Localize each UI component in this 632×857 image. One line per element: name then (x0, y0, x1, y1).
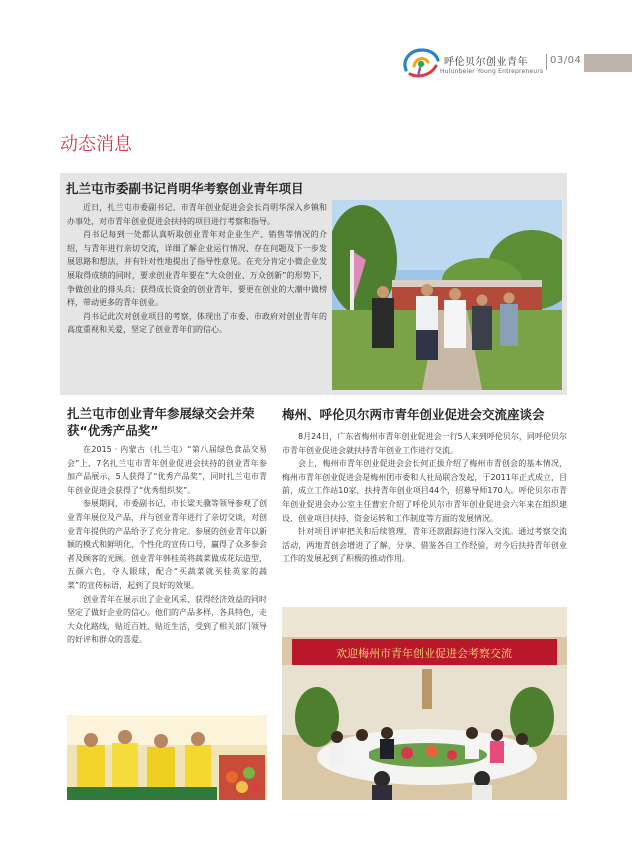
article3-paragraph: 会上，梅州市青年创业促进会会长何正拔介绍了梅州市青创会的基本情况，梅州市青年创业促进会是梅州团市委和人社局联合发起，于2011年正式成立，目前，成立工作站10家，扶持青年创业项目44个，招募导师170人。呼伦贝尔市青年创业促进会办公室主任曹宏介绍了呼伦贝尔市青年创业促进会六年来在组织建设、创业项目扶持、资金运转和工作制度等方面的发展情况。 (282, 459, 567, 523)
article2-body (67, 443, 267, 647)
brand-name-cn: 呼伦贝尔创业青年 (444, 57, 528, 68)
colored-swirl-logo-icon (400, 44, 440, 80)
article3-body (282, 430, 567, 566)
meeting-banner: 欢迎梅州市青年创业促进会考察交流 (336, 647, 512, 660)
article2-paragraph: 参展期间，市委副书记、市长梁天骥等领导参观了创业青年展位及产品，并与创业青年进行了亲切交谈，对创业青年提供的产品给予了充分肯定。参展的创业青年以新颖的模式和鲜明化、个性化的宣传口号，赢得了众多参会者及顾客的光顾。创业青年韩桂英将蔬菜做成花坛造型，五颜六色，夺人眼球，配合“买蔬菜就买桂英家的蔬菜”的宣传标语，起到了良好的效果。 (67, 499, 267, 590)
brand-name-en: Hulunbeier Young Entrepreneurs (440, 68, 544, 75)
article2-paragraph: 在2015 · 内蒙古（扎兰屯）“第八届绿色食品交易会”上，7名扎兰屯市青年创业促进会扶持的创业青年参加产品展示，5人获得了“优秀产品奖”，同时扎兰屯市青年创业促进会获得了“优秀组织奖”。 (67, 445, 267, 495)
header-color-bar (584, 54, 632, 72)
article2-title: 扎兰屯市创业青年参展绿交会并荣获“优秀产品奖” (67, 406, 255, 438)
article1-body (67, 201, 327, 337)
article3-title: 梅州、呼伦贝尔两市青年创业促进会交流座谈会 (282, 407, 545, 422)
section-title: 动态消息 (60, 134, 132, 155)
article1-paragraph: 近日，扎兰屯市委副书记、市青年创业促进会会长肖明华深入乡镇和办事处，对市青年创业促进会扶持的项目进行考察和指导。 (67, 203, 327, 226)
article2-photo (67, 715, 267, 800)
article3-paragraph: 针对项目评审把关和后续管理、青年还款跟踪进行深入交流。通过考察交流活动，两地青创会增进了了解，分享、借鉴各自工作经验，对今后扶持青年创业工作的发展起到了积极的推动作用。 (282, 527, 567, 564)
article1-paragraph: 肖书记每到一处都认真听取创业青年对企业生产、销售等情况的介绍，与青年进行亲切交流，详细了解企业运行情况、存在问题及下一步发展思路和想法，并有针对性地提出了指导性意见。在充分肯定小微企业发展取得成绩的同时，要求创业青年要在“大众创业、万众创新”的形势下，争做创业的排头兵；获得成长资金的创业青年，要更在创业的大潮中做榜样，带动更多的青年创业。 (67, 230, 327, 308)
header-divider (546, 54, 547, 70)
article1-photo (332, 200, 562, 390)
article1-title: 扎兰屯市委副书记肖明华考察创业青年项目 (66, 181, 304, 196)
article2-paragraph: 创业青年在展示出了企业风采、获得经济效益的同时坚定了做好企业的信心。他们的产品多样，各具特色，走大众化路线，贴近百姓、贴近生活，受到了相关部门领导的好评和群众的喜爱。 (67, 594, 267, 645)
page-number: 03/04 (550, 55, 582, 66)
article3-paragraph: 8月24日，广东省梅州市青年创业促进会一行5人来到呼伦贝尔，同呼伦贝尔市青年创业促进会就扶持青年创业工作进行交流。 (282, 432, 567, 455)
article1-paragraph: 肖书记此次对创业项目的考察，体现出了市委、市政府对创业青年的高度重视和关爱，坚定了创业青年们的信心。 (67, 311, 327, 335)
article3-photo (282, 607, 567, 800)
